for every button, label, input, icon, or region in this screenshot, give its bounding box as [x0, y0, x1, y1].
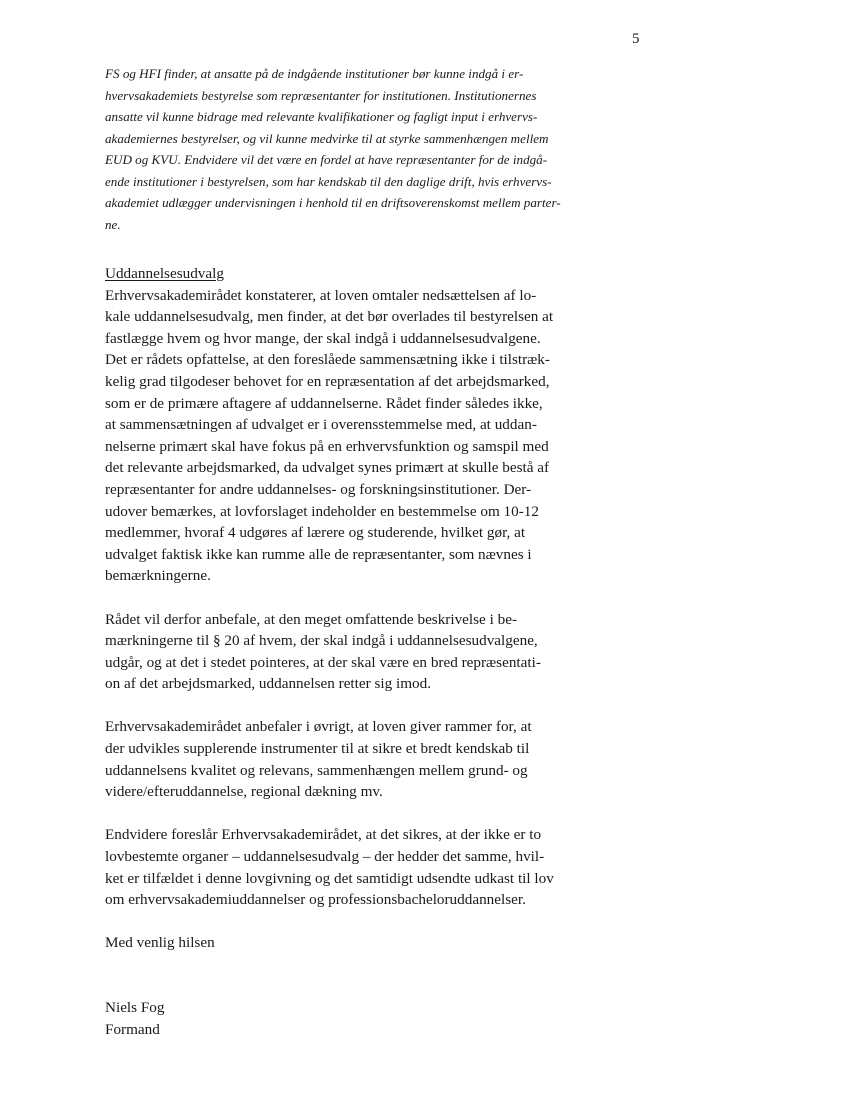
text-line: fastlægge hvem og hvor mange, der skal indgå i uddannelsesudvalgene. — [105, 329, 541, 347]
signature-spacer — [105, 954, 583, 997]
text-line: bemærkningerne. — [105, 567, 211, 585]
text-line: uddannelsens kvalitet og relevans, sammenhængen mellem grund- og — [105, 761, 528, 779]
text-line: ende institutioner i bestyrelsen, som har kendskab til den daglige drift, hvis erhvervs- — [105, 173, 552, 189]
text-line: nelserne primært skal have fokus på en erhvervsfunktion og samspil med — [105, 437, 549, 455]
text-line: kale uddannelsesudvalg, men finder, at det bør overlades til bestyrelsen at — [105, 308, 554, 326]
paragraph-instruments — [105, 716, 583, 802]
text-line: om erhvervsakademiuddannelser og professionsbacheloruddannelser. — [105, 891, 526, 909]
closing-salutation: Med venlig hilsen — [105, 934, 215, 952]
signatory-name: Niels Fog — [105, 999, 165, 1016]
text-line: Rådet vil derfor anbefale, at den meget omfattende beskrivelse i be- — [105, 610, 517, 628]
intro-italic-paragraph — [105, 63, 583, 235]
text-line: mærkningerne til § 20 af hvem, der skal indgå i uddannelsesudvalgene, — [105, 632, 538, 650]
text-line: repræsentanter for andre uddannelses- og forskningsinstitutioner. Der- — [105, 480, 532, 498]
text-line: Det er rådets opfattelse, at den foreslåede sammensætning ikke i tilstræk- — [105, 351, 550, 369]
text-line: videre/efteruddannelse, regional dækning mv. — [105, 783, 383, 801]
text-line: medlemmer, hvoraf 4 udgøres af lærere og studerende, hvilket gør, at — [105, 524, 526, 542]
letter-body — [105, 63, 583, 1040]
text-line: akademiernes bestyrelser, og vil kunne medvirke til at styrke sammenhængen mellem — [105, 130, 549, 146]
text-line: Erhvervsakademirådet konstaterer, at loven omtaler nedsættelsen af lo- — [105, 286, 537, 304]
paragraph-recommendation — [105, 609, 583, 695]
paragraph-spacer — [105, 587, 583, 609]
text-line: der udvikles supplerende instrumenter til at sikre et bredt kendskab til — [105, 740, 530, 758]
paragraph-uddannelsesudvalg — [105, 285, 583, 587]
text-line: EUD og KVU. Endvidere vil det være en fordel at have repræsentanter for de indgå- — [105, 152, 548, 167]
paragraph-spacer — [105, 911, 583, 933]
text-line: udvalget faktisk ikke kan rumme alle de repræsentanter, som nævnes i — [105, 545, 532, 563]
text-line: akademiet udlægger undervisningen i henhold til en driftsoverenskomst mellem parter- — [105, 195, 561, 210]
text-line: lovbestemte organer – uddannelsesudvalg – der hedder det samme, hvil- — [105, 848, 545, 866]
text-line: hvervsakademiets bestyrelse som repræsentanter for institutionen. Institutionernes — [105, 87, 537, 103]
text-line: det relevante arbejdsmarked, da udvalget synes primært at skulle bestå af — [105, 459, 550, 477]
text-line: ket er tilfældet i denne lovgivning og det samtidigt udsendte udkast til lov — [105, 869, 554, 887]
paragraph-spacer — [105, 695, 583, 717]
section-heading: Uddannelsesudvalg — [105, 265, 224, 282]
text-line: on af det arbejdsmarked, uddannelsen retter sig imod. — [105, 675, 432, 693]
text-line: ne. — [105, 216, 121, 232]
text-line: ansatte vil kunne bidrage med relevante kvalifikationer og fagligt input i erhvervs- — [105, 109, 538, 124]
page-number: 5 — [632, 31, 640, 47]
text-line: kelig grad tilgodeser behovet for en repræsentation af det arbejdsmarked, — [105, 372, 550, 390]
text-line: udgår, og at det i stedet pointeres, at der skal være en bred repræsentati- — [105, 653, 541, 671]
paragraph-organs — [105, 824, 583, 910]
text-line: FS og HFI finder, at ansatte på de indgående institutioner bør kunne indgå i er- — [105, 66, 524, 81]
text-line: som er de primære aftagere af uddannelserne. Rådet finder således ikke, — [105, 394, 543, 412]
text-line: Endvidere foreslår Erhvervsakademirådet, at det sikres, at der ikke er to — [105, 826, 542, 844]
text-line: Erhvervsakademirådet anbefaler i øvrigt, at loven giver rammer for, at — [105, 718, 532, 736]
signatory-title: Formand — [105, 1020, 160, 1038]
text-line: at sammensætningen af udvalget er i overensstemmelse med, at uddan- — [105, 416, 537, 434]
paragraph-spacer — [105, 803, 583, 825]
text-line: udover bemærkes, at lovforslaget indeholder en bestemmelse om 10-12 — [105, 502, 539, 520]
